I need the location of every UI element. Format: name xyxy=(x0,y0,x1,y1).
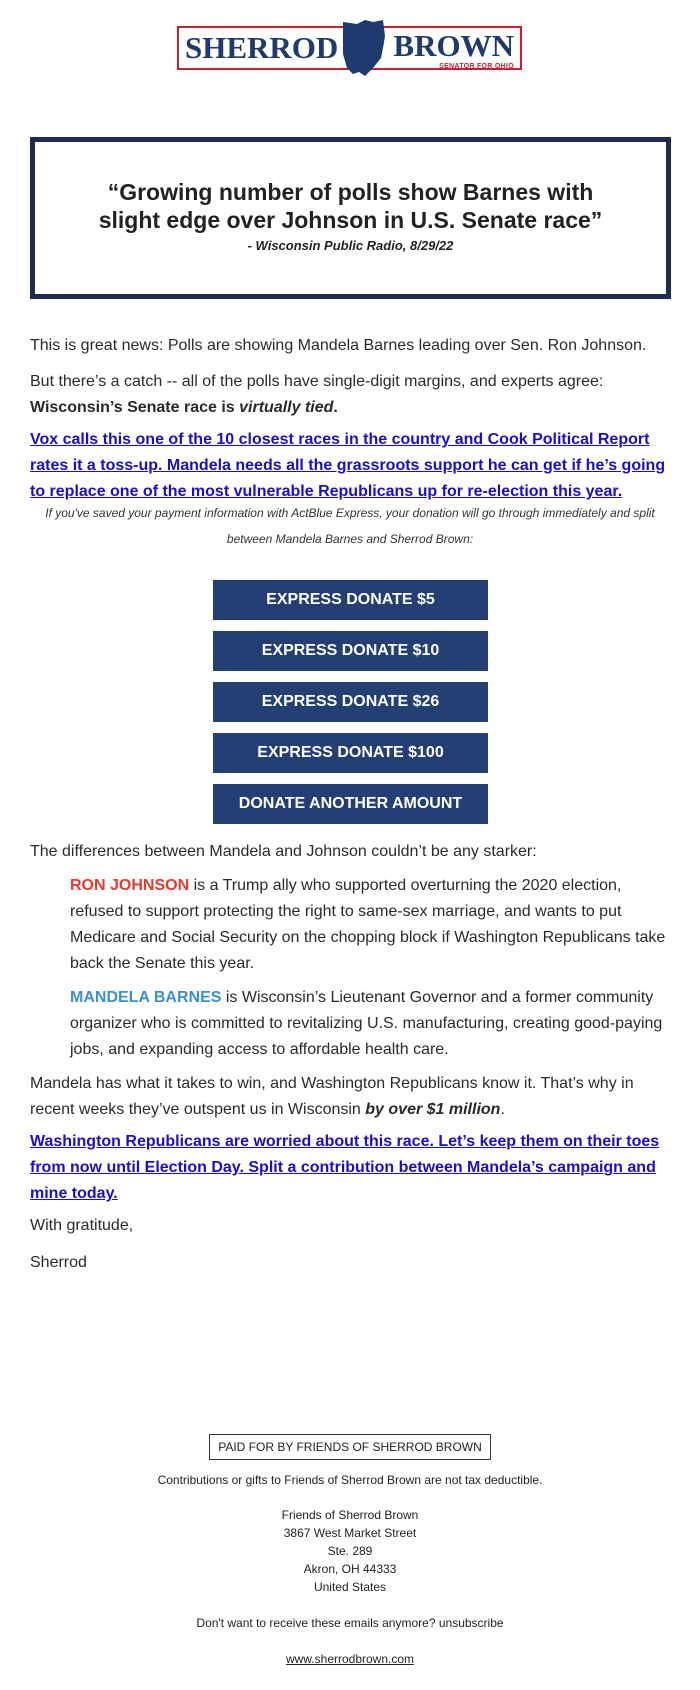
signature: Sherrod xyxy=(30,1254,87,1271)
headline-quote: “Growing number of polls show Barnes with slight edge over Johnson in U.S. Senate race” xyxy=(98,179,603,233)
address-line: United States xyxy=(313,1580,387,1594)
logo-subtitle: SENATOR FOR OHIO xyxy=(439,63,514,70)
quote-source: - Wisconsin Public Radio, 8/29/22 xyxy=(247,238,454,253)
win-period: . xyxy=(500,1101,505,1118)
actblue-note: If you've saved your payment information with ActBlue Express, your donation will go through immediately and split between Mandela Barnes and Sherrod Brown: xyxy=(45,506,655,546)
address-line: Friends of Sherrod Brown xyxy=(281,1508,419,1522)
intro-paragraph: This is great news: Polls are showing Mandela Barnes leading over Sen. Ron Johnson. xyxy=(30,337,647,354)
barnes-paragraph xyxy=(70,985,670,1063)
donate-other-button[interactable]: DONATE ANOTHER AMOUNT xyxy=(213,784,488,824)
johnson-name: RON JOHNSON xyxy=(70,877,190,894)
paid-for-box: PAID FOR BY FRIENDS OF SHERROD BROWN xyxy=(209,1434,491,1460)
differences-paragraph: The differences between Mandela and Johnson couldn’t be any starker: xyxy=(30,843,537,860)
catch-period: . xyxy=(333,399,338,416)
win-emphasis: by over $1 million xyxy=(365,1101,501,1118)
closing-line: With gratitude, xyxy=(30,1217,134,1234)
catch-text: But there’s a catch -- all of the polls have single-digit margins, and experts agree: xyxy=(30,373,604,390)
johnson-paragraph xyxy=(70,873,670,977)
unsubscribe-link[interactable]: unsubscribe xyxy=(438,1616,504,1630)
logo-first-name: SHERROD xyxy=(185,30,339,65)
donate-100-button[interactable]: EXPRESS DONATE $100 xyxy=(213,733,488,773)
mailing-address xyxy=(0,1506,700,1596)
ohio-state-icon xyxy=(337,18,391,78)
address-line: Akron, OH 44333 xyxy=(303,1562,397,1576)
split-contribution-link[interactable]: Washington Republicans are worried about this race. Let’s keep them on their toes from now until Election Day. Split a contribution between Mandela’s campaign and mine today. xyxy=(30,1133,660,1202)
vox-donate-link[interactable]: Vox calls this one of the 10 closest races in the country and Cook Political Report rates it a toss-up. Mandela needs all the grassroots support he can get if he’s going to replace one of the most vulnerable Republicans up for re-election this year. xyxy=(30,431,666,500)
catch-paragraph xyxy=(30,369,670,421)
website-link[interactable]: www.sherrodbrown.com xyxy=(285,1652,415,1666)
worried-link-paragraph xyxy=(30,1129,670,1207)
vox-link-paragraph xyxy=(30,427,670,505)
win-paragraph xyxy=(30,1071,670,1123)
unsubscribe-line xyxy=(0,1614,700,1632)
headline-quote-box xyxy=(30,137,671,299)
catch-italic: virtually tied xyxy=(239,399,334,416)
address-line: Ste. 289 xyxy=(327,1544,373,1558)
donate-10-button[interactable]: EXPRESS DONATE $10 xyxy=(213,631,488,671)
website-line xyxy=(0,1650,700,1668)
win-text: Mandela has what it takes to win, and Washington Republicans know it. That’s why in recent weeks they’ve outspent us in Wisconsin xyxy=(30,1075,634,1118)
catch-bold: Wisconsin’s Senate race is xyxy=(30,399,240,416)
donate-26-button[interactable]: EXPRESS DONATE $26 xyxy=(213,682,488,722)
address-line: 3867 West Market Street xyxy=(283,1526,417,1540)
barnes-text: is Wisconsin’s Lieutenant Governor and a former community organizer who is committed to revitalizing U.S. manufacturing, creating good-paying jobs, and expanding access to affordable health care. xyxy=(70,989,663,1058)
logo-last-name: BROWN xyxy=(393,28,514,63)
unsubscribe-text: Don't want to receive these emails anymore? xyxy=(196,1616,439,1630)
campaign-logo[interactable] xyxy=(177,26,522,70)
barnes-name: MANDELA BARNES xyxy=(70,989,222,1006)
donate-5-button[interactable]: EXPRESS DONATE $5 xyxy=(213,580,488,620)
johnson-text: is a Trump ally who supported overturning the 2020 election, refused to support protecting the right to same-sex marriage, and wants to put Medicare and Social Security on the chopping block if Washington Republicans take back the Senate this year. xyxy=(70,877,666,972)
tax-disclaimer: Contributions or gifts to Friends of Sherrod Brown are not tax deductible. xyxy=(157,1473,543,1487)
